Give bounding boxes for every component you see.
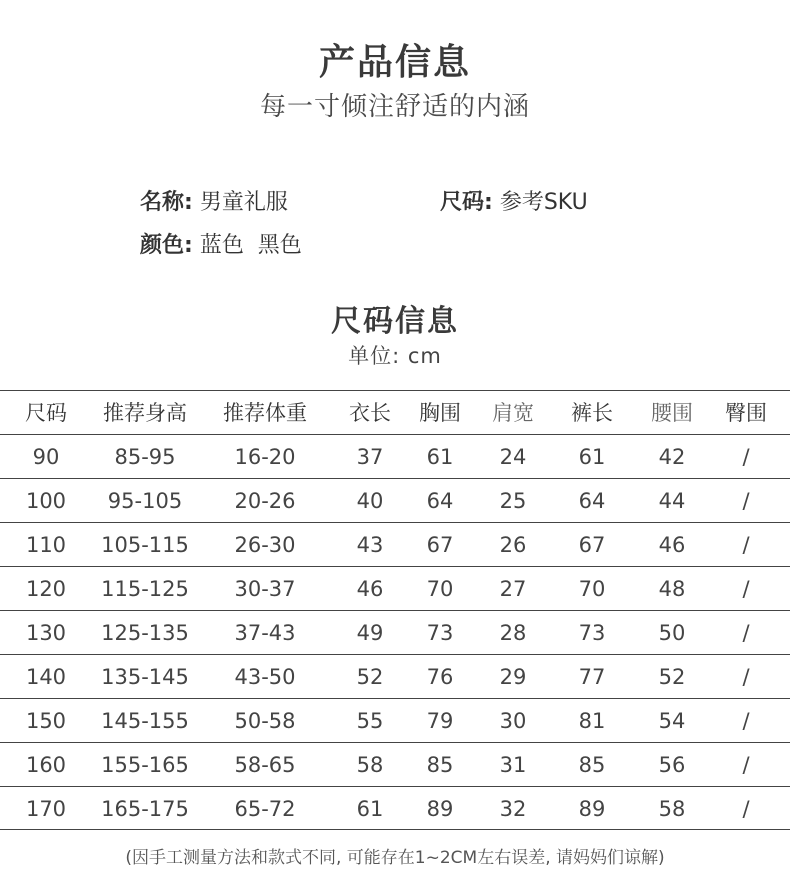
cell-shoulder: 27 [499, 577, 527, 601]
table-body [0, 434, 790, 830]
cell-hip: / [742, 577, 750, 601]
cell-chest: 73 [426, 621, 454, 645]
cell-size: 120 [25, 577, 67, 601]
cell-pants-length: 64 [578, 489, 606, 513]
table-row [0, 698, 790, 742]
cell-length: 55 [356, 709, 384, 733]
page-title: 产品信息 [318, 42, 471, 83]
cell-pants-length: 85 [578, 753, 606, 777]
cell-hip: / [742, 533, 750, 557]
cell-height: 145-155 [101, 709, 189, 733]
measurement-note: (因手工测量方法和款式不同, 可能存在1~2CM左右误差, 请妈妈们谅解) [125, 848, 665, 868]
product-color [140, 228, 302, 259]
product-size-label: 尺码: [440, 190, 493, 215]
col-header-size: 尺码 [25, 401, 67, 425]
col-header-pants-length: 裤长 [571, 401, 613, 425]
cell-height: 165-175 [101, 797, 189, 821]
cell-weight: 20-26 [234, 489, 296, 513]
col-header-shoulder: 肩宽 [492, 401, 534, 425]
cell-weight: 30-37 [234, 577, 296, 601]
col-header-height: 推荐身高 [103, 401, 187, 425]
product-name [140, 185, 288, 216]
cell-pants-length: 81 [578, 709, 606, 733]
cell-chest: 76 [426, 665, 454, 689]
cell-height: 105-115 [101, 533, 189, 557]
cell-chest: 70 [426, 577, 454, 601]
col-header-length: 衣长 [349, 401, 391, 425]
cell-weight: 65-72 [234, 797, 296, 821]
product-color-value: 蓝色 黑色 [199, 233, 302, 258]
cell-pants-length: 67 [578, 533, 606, 557]
page-subtitle: 每一寸倾注舒适的内涵 [259, 92, 530, 122]
cell-length: 46 [356, 577, 384, 601]
table-row [0, 434, 790, 478]
table-row [0, 742, 790, 786]
cell-shoulder: 24 [499, 445, 527, 469]
cell-hip: / [742, 621, 750, 645]
cell-chest: 85 [426, 753, 454, 777]
cell-weight: 26-30 [234, 533, 296, 557]
cell-waist: 56 [658, 753, 686, 777]
cell-pants-length: 73 [578, 621, 606, 645]
cell-waist: 50 [658, 621, 686, 645]
cell-pants-length: 70 [578, 577, 606, 601]
cell-size: 110 [25, 533, 67, 557]
cell-size: 130 [25, 621, 67, 645]
cell-chest: 79 [426, 709, 454, 733]
col-header-waist: 腰围 [651, 401, 693, 425]
cell-height: 135-145 [101, 665, 189, 689]
product-name-label: 名称: [140, 190, 193, 215]
cell-size: 100 [25, 489, 67, 513]
cell-length: 43 [356, 533, 384, 557]
table-row [0, 610, 790, 654]
cell-size: 160 [25, 753, 67, 777]
cell-chest: 89 [426, 797, 454, 821]
cell-chest: 61 [426, 445, 454, 469]
cell-hip: / [742, 489, 750, 513]
col-header-chest: 胸围 [419, 401, 461, 425]
cell-weight: 58-65 [234, 753, 296, 777]
cell-shoulder: 26 [499, 533, 527, 557]
cell-length: 49 [356, 621, 384, 645]
cell-waist: 42 [658, 445, 686, 469]
cell-waist: 54 [658, 709, 686, 733]
cell-height: 85-95 [114, 445, 176, 469]
cell-chest: 64 [426, 489, 454, 513]
cell-size: 90 [32, 445, 60, 469]
cell-weight: 43-50 [234, 665, 296, 689]
cell-length: 61 [356, 797, 384, 821]
cell-waist: 48 [658, 577, 686, 601]
cell-waist: 44 [658, 489, 686, 513]
cell-length: 37 [356, 445, 384, 469]
cell-height: 125-135 [101, 621, 189, 645]
cell-weight: 50-58 [234, 709, 296, 733]
size-unit: 单位: cm [348, 344, 442, 368]
cell-hip: / [742, 665, 750, 689]
cell-shoulder: 28 [499, 621, 527, 645]
cell-height: 155-165 [101, 753, 189, 777]
size-table [0, 390, 790, 830]
cell-length: 40 [356, 489, 384, 513]
cell-hip: / [742, 797, 750, 821]
cell-chest: 67 [426, 533, 454, 557]
table-header-row [0, 390, 790, 434]
cell-pants-length: 61 [578, 445, 606, 469]
cell-height: 95-105 [107, 489, 183, 513]
cell-shoulder: 31 [499, 753, 527, 777]
cell-pants-length: 89 [578, 797, 606, 821]
product-size-value: 参考SKU [499, 190, 588, 215]
cell-hip: / [742, 753, 750, 777]
cell-hip: / [742, 709, 750, 733]
cell-shoulder: 32 [499, 797, 527, 821]
cell-pants-length: 77 [578, 665, 606, 689]
cell-size: 150 [25, 709, 67, 733]
cell-hip: / [742, 445, 750, 469]
cell-length: 58 [356, 753, 384, 777]
size-section-title: 尺码信息 [331, 304, 459, 339]
cell-size: 170 [25, 797, 67, 821]
cell-waist: 58 [658, 797, 686, 821]
cell-waist: 52 [658, 665, 686, 689]
cell-shoulder: 30 [499, 709, 527, 733]
table-row [0, 478, 790, 522]
cell-shoulder: 29 [499, 665, 527, 689]
cell-waist: 46 [658, 533, 686, 557]
table-row [0, 654, 790, 698]
cell-length: 52 [356, 665, 384, 689]
cell-height: 115-125 [101, 577, 189, 601]
cell-weight: 16-20 [234, 445, 296, 469]
table-row [0, 522, 790, 566]
table-row [0, 786, 790, 830]
product-name-value: 男童礼服 [199, 190, 288, 215]
cell-shoulder: 25 [499, 489, 527, 513]
table-row [0, 566, 790, 610]
cell-size: 140 [25, 665, 67, 689]
product-color-label: 颜色: [140, 233, 193, 258]
col-header-weight: 推荐体重 [223, 401, 307, 425]
cell-weight: 37-43 [234, 621, 296, 645]
col-header-hip: 臀围 [725, 401, 767, 425]
product-size [440, 185, 588, 216]
